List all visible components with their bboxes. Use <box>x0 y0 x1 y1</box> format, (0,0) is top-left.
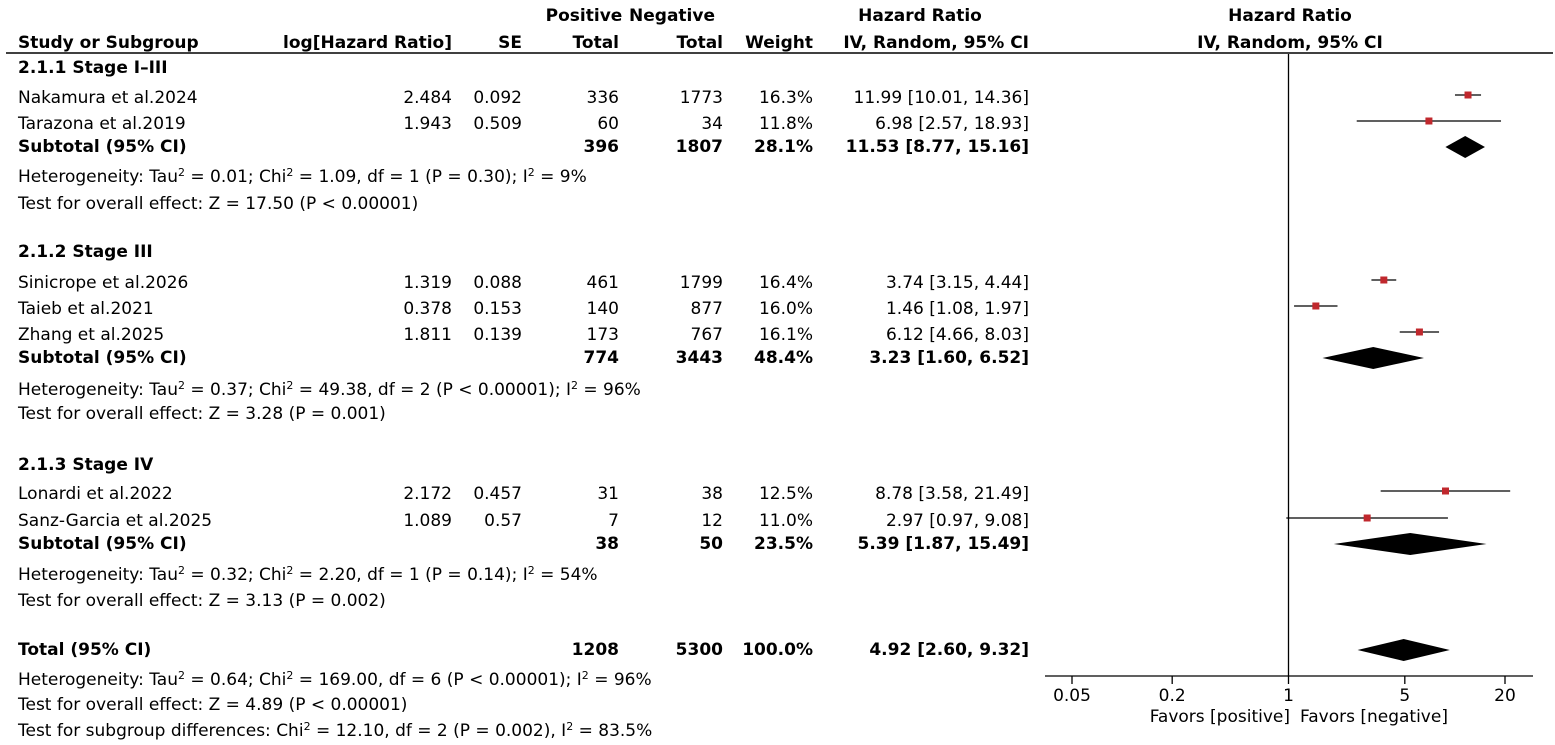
x-tick-label: 0.05 <box>1053 686 1091 706</box>
plot-title: Hazard Ratio <box>1228 6 1352 26</box>
subgroup-differences-line <box>18 721 652 741</box>
study-se: 0.092 <box>473 88 522 108</box>
subtotal-ci: 5.39 [1.87, 15.49] <box>857 534 1029 554</box>
subtotal-diamond <box>1322 347 1424 369</box>
superscript: 2 <box>177 669 185 682</box>
superscript: 2 <box>570 379 578 392</box>
text-part: = 96% <box>577 380 641 400</box>
study-ci: 6.12 [4.66, 8.03] <box>885 325 1029 345</box>
subtotal-weight: 23.5% <box>754 534 813 554</box>
total-heterogeneity-line <box>18 670 652 690</box>
total-overall-effect-line: Test for overall effect: Z = 4.89 (P < 0.00001) <box>18 695 408 715</box>
study-weight: 12.5% <box>758 484 813 504</box>
study-positive: 60 <box>597 114 619 134</box>
study-se: 0.509 <box>473 114 522 134</box>
text-part: Test for subgroup differences: Chi <box>18 721 304 741</box>
study-loghr: 1.943 <box>403 114 452 134</box>
study-weight: 16.1% <box>758 325 813 345</box>
study-positive: 336 <box>586 88 619 108</box>
subtotal-ci: 11.53 [8.77, 15.16] <box>845 137 1029 157</box>
plot-marks <box>1045 54 1533 706</box>
overall-effect-line: Test for overall effect: Z = 3.28 (P = 0.001) <box>18 404 386 424</box>
text-part: Heterogeneity: Tau <box>18 380 178 400</box>
study-point <box>1380 277 1387 284</box>
subtotal-label: Subtotal (95% CI) <box>18 137 187 157</box>
subtotal-positive: 774 <box>583 348 619 368</box>
study-weight: 16.4% <box>758 273 813 293</box>
text-part: = 1.09, df = 1 (P = 0.30); I <box>293 167 528 187</box>
study-se: 0.139 <box>473 325 522 345</box>
study-ci: 3.74 [3.15, 4.44] <box>885 273 1029 293</box>
study-loghr: 1.811 <box>403 325 452 345</box>
text-part: = 169.00, df = 6 (P < 0.00001); I <box>293 670 582 690</box>
superscript: 2 <box>286 379 294 392</box>
subtotal-label: Subtotal (95% CI) <box>18 348 187 368</box>
subtotal-weight: 48.4% <box>754 348 813 368</box>
study-weight: 16.0% <box>758 299 813 319</box>
text-part: Heterogeneity: Tau <box>18 565 178 585</box>
study-point <box>1442 488 1449 495</box>
text-part: = 49.38, df = 2 (P < 0.00001); I <box>293 380 571 400</box>
study-negative: 1773 <box>679 88 723 108</box>
col-se-header: SE <box>498 33 522 53</box>
total-positive: 1208 <box>571 640 619 660</box>
col-weight-header: Weight <box>745 33 813 53</box>
plot-method: IV, Random, 95% CI <box>1197 33 1383 53</box>
text-part: = 0.01; Chi <box>184 167 287 187</box>
superscript: 2 <box>581 669 589 682</box>
study-negative: 1799 <box>679 273 723 293</box>
study-negative: 34 <box>701 114 723 134</box>
study-name: Lonardi et al.2022 <box>18 484 173 504</box>
study-weight: 11.0% <box>758 511 813 531</box>
study-positive: 140 <box>586 299 619 319</box>
study-point <box>1416 329 1423 336</box>
text-part: = 0.32; Chi <box>184 565 287 585</box>
col-pos-total-header: Total <box>572 33 619 53</box>
col-loghr-header: log[Hazard Ratio] <box>283 33 452 53</box>
study-negative: 767 <box>690 325 723 345</box>
study-negative: 12 <box>701 511 723 531</box>
study-negative: 38 <box>701 484 723 504</box>
superscript: 2 <box>527 564 535 577</box>
total-weight: 100.0% <box>742 640 813 660</box>
subtotal-negative: 50 <box>699 534 723 554</box>
subtotal-negative: 3443 <box>675 348 723 368</box>
total-negative: 5300 <box>675 640 723 660</box>
x-tick-label: 5 <box>1399 686 1411 706</box>
study-name: Nakamura et al.2024 <box>18 88 198 108</box>
text-part: Heterogeneity: Tau <box>18 670 178 690</box>
total-ci: 4.92 [2.60, 9.32] <box>869 640 1029 660</box>
study-name: Taieb et al.2021 <box>18 299 154 319</box>
study-weight: 11.8% <box>758 114 813 134</box>
x-tick-label: 0.2 <box>1158 686 1186 706</box>
superscript: 2 <box>286 564 294 577</box>
text-part: Heterogeneity: Tau <box>18 167 178 187</box>
subtotal-label: Subtotal (95% CI) <box>18 534 187 554</box>
study-ci: 2.97 [0.97, 9.08] <box>885 511 1029 531</box>
study-name: Tarazona et al.2019 <box>18 114 186 134</box>
subtotal-diamond <box>1334 533 1487 555</box>
study-se: 0.57 <box>484 511 522 531</box>
study-ci: 11.99 [10.01, 14.36] <box>853 88 1029 108</box>
study-loghr: 2.172 <box>403 484 452 504</box>
col-negative-header: Negative <box>629 6 715 26</box>
superscript: 2 <box>286 669 294 682</box>
subgroup-title: 2.1.3 Stage IV <box>18 455 154 475</box>
study-se: 0.088 <box>473 273 522 293</box>
subtotal-ci: 3.23 [1.60, 6.52] <box>869 348 1029 368</box>
x-tick-label: 1 <box>1283 686 1294 706</box>
study-ci: 1.46 [1.08, 1.97] <box>885 299 1029 319</box>
study-loghr: 0.378 <box>403 299 452 319</box>
x-tick-label: 20 <box>1494 686 1516 706</box>
text-part: = 9% <box>534 167 587 187</box>
heterogeneity-line <box>18 167 587 187</box>
superscript: 2 <box>177 564 185 577</box>
study-ci: 6.98 [2.57, 18.93] <box>875 114 1029 134</box>
overall-effect-line: Test for overall effect: Z = 17.50 (P < 0.00001) <box>18 194 419 214</box>
text-part: = 0.37; Chi <box>184 380 287 400</box>
text-part: = 54% <box>534 565 598 585</box>
study-point <box>1465 92 1472 99</box>
superscript: 2 <box>286 166 294 179</box>
favors-right-label: Favors [negative] <box>1300 707 1448 727</box>
study-positive: 461 <box>586 273 619 293</box>
col-neg-total-header: Total <box>676 33 723 53</box>
superscript: 2 <box>566 720 574 733</box>
subgroup-title: 2.1.2 Stage III <box>18 242 153 262</box>
subtotal-negative: 1807 <box>675 137 723 157</box>
study-point <box>1312 303 1319 310</box>
study-loghr: 2.484 <box>403 88 452 108</box>
study-ci: 8.78 [3.58, 21.49] <box>875 484 1029 504</box>
heterogeneity-line <box>18 380 641 400</box>
text-part: = 83.5% <box>573 721 653 741</box>
study-weight: 16.3% <box>758 88 813 108</box>
study-name: Zhang et al.2025 <box>18 325 165 345</box>
subgroup-title: 2.1.1 Stage I–III <box>18 58 168 78</box>
subtotal-positive: 396 <box>583 137 619 157</box>
superscript: 2 <box>177 166 185 179</box>
study-se: 0.457 <box>473 484 522 504</box>
study-positive: 31 <box>597 484 619 504</box>
subtotal-positive: 38 <box>595 534 619 554</box>
total-diamond <box>1358 639 1450 661</box>
study-negative: 877 <box>690 299 723 319</box>
col-hr-header: Hazard Ratio <box>858 6 982 26</box>
text-part: = 0.64; Chi <box>184 670 287 690</box>
study-name: Sinicrope et al.2026 <box>18 273 189 293</box>
study-point <box>1364 515 1371 522</box>
superscript: 2 <box>177 379 185 392</box>
study-positive: 173 <box>586 325 619 345</box>
overall-effect-line: Test for overall effect: Z = 3.13 (P = 0.002) <box>18 591 386 611</box>
subtotal-diamond <box>1445 136 1485 158</box>
superscript: 2 <box>303 720 311 733</box>
study-point <box>1425 118 1432 125</box>
col-method-header: IV, Random, 95% CI <box>843 33 1029 53</box>
text-part: = 2.20, df = 1 (P = 0.14); I <box>293 565 528 585</box>
text-part: = 12.10, df = 2 (P = 0.002), I <box>310 721 567 741</box>
study-name: Sanz-Garcia et al.2025 <box>18 511 213 531</box>
study-loghr: 1.089 <box>403 511 452 531</box>
heterogeneity-line <box>18 565 598 585</box>
study-positive: 7 <box>608 511 619 531</box>
study-loghr: 1.319 <box>403 273 452 293</box>
col-positive-header: Positive <box>545 6 623 26</box>
text-part: = 96% <box>588 670 652 690</box>
total-label: Total (95% CI) <box>18 640 152 660</box>
superscript: 2 <box>527 166 535 179</box>
subtotal-weight: 28.1% <box>754 137 813 157</box>
favors-left-label: Favors [positive] <box>1149 707 1290 727</box>
study-se: 0.153 <box>473 299 522 319</box>
col-study-header: Study or Subgroup <box>18 33 199 53</box>
